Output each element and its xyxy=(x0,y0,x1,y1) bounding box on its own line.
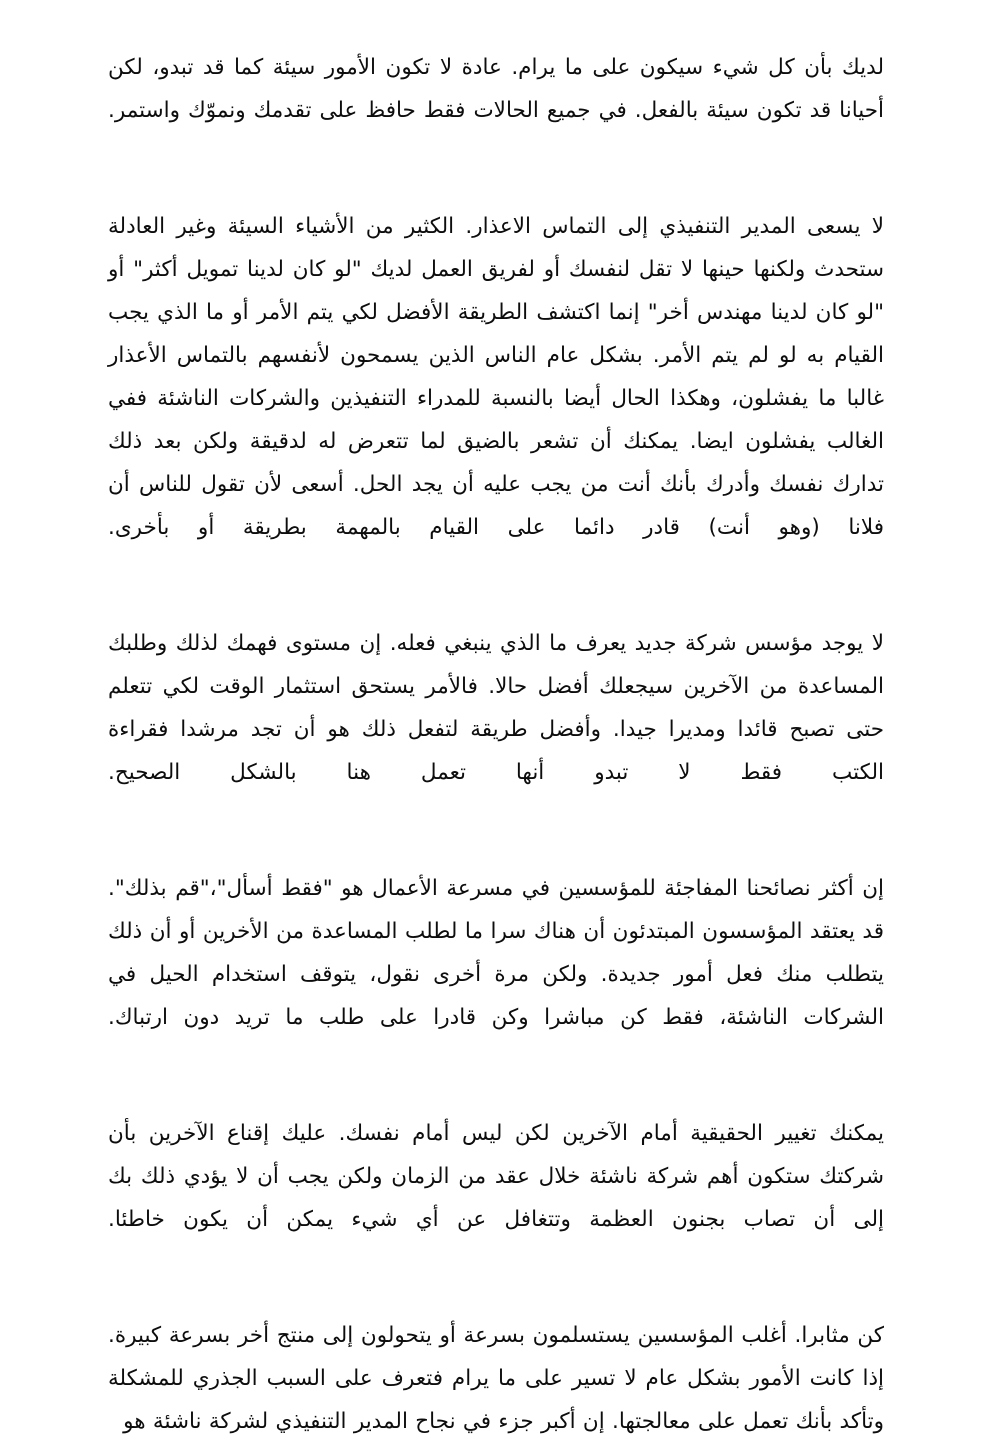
paragraph-1: لديك بأن كل شيء سيكون على ما يرام. عادة لا تكون الأمور سيئة كما قد تبدو، لكن أحيانا قد تكون سيئة بالفعل. في جميع الحالات فقط حافظ على تقدمك ونموّك واستمر. xyxy=(108,55,884,123)
paragraph-3: لا يوجد مؤسس شركة جديد يعرف ما الذي ينبغي فعله. إن مستوى فهمك لذلك وطلبك المساعدة من الآخرين سيجعلك أفضل حالا. فالأمر يستحق استثمار الوقت لكي تتعلم حتى تصبح قائدا ومديرا جيدا. وأفضل طريقة لتفعل ذلك هو أن تجد مرشدا فقراءة الكتب فقط لا تبدو أنها تعمل هنا بالشكل الصحيح. xyxy=(108,631,884,785)
paragraph-6: كن مثابرا. أغلب المؤسسين يستسلمون بسرعة أو يتحولون إلى منتج أخر بسرعة كبيرة. إذا كانت الأمور بشكل عام لا تسير على ما يرام فتعرف على السبب الجذري للمشكلة وتأكد بأنك تعمل على معالجتها. إن أكبر جزء في نجاح المدير التنفيذي لشركة ناشئة هو xyxy=(108,1323,884,1434)
paragraph-5: يمكنك تغيير الحقيقية أمام الآخرين لكن ليس أمام نفسك. عليك إقناع الآخرين بأن شركتك ستكون أهم شركة ناشئة خلال عقد من الزمان ولكن يجب أن لا يؤدي ذلك بك إلى أن تصاب بجنون العظمة وتتغافل عن أي شيء يمكن أن يكون خاطئا. xyxy=(108,1121,884,1232)
paragraph-2: لا يسعى المدير التنفيذي إلى التماس الاعذار. الكثير من الأشياء السيئة وغير العادلة ستحدث ولكنها حينها لا تقل لنفسك أو لفريق العمل لديك "لو كان لدينا تمويل أكثر" أو "لو كان لدينا مهندس أخر" إنما اكتشف الطريقة الأفضل لكي يتم الأمر أو ما الذي يجب القيام به لو لم يتم الأمر. بشكل عام الناس الذين يسمحون لأنفسهم بالتماس الأعذار غالبا ما يفشلون، وهكذا الحال أيضا بالنسبة للمدراء التنفيذين والشركات الناشئة ففي الغالب يفشلون ايضا. يمكنك أن تشعر بالضيق لما تتعرض له لدقيقة ولكن بعد ذلك تدارك نفسك وأدرك بأنك أنت من يجب عليه أن يجد الحل. أسعى لأن تقول للناس أن فلانا (وهو أنت) قادر دائما على القيام بالمهمة بطريقة أو بأخرى. xyxy=(108,214,884,540)
paragraph-4: إن أكثر نصائحنا المفاجئة للمؤسسين في مسرعة الأعمال هو "فقط أسأل"،"قم بذلك". قد يعتقد المؤسسون المبتدئون أن هناك سرا ما لطلب المساعدة من الأخرين أو أن ذلك يتطلب منك فعل أمور جديدة. ولكن مرة أخرى نقول، يتوقف استخدام الحيل في الشركات الناشئة، فقط كن مباشرا وكن قادرا على طلب ما تريد دون ارتباك. xyxy=(108,876,884,1030)
document-body xyxy=(108,46,884,1443)
